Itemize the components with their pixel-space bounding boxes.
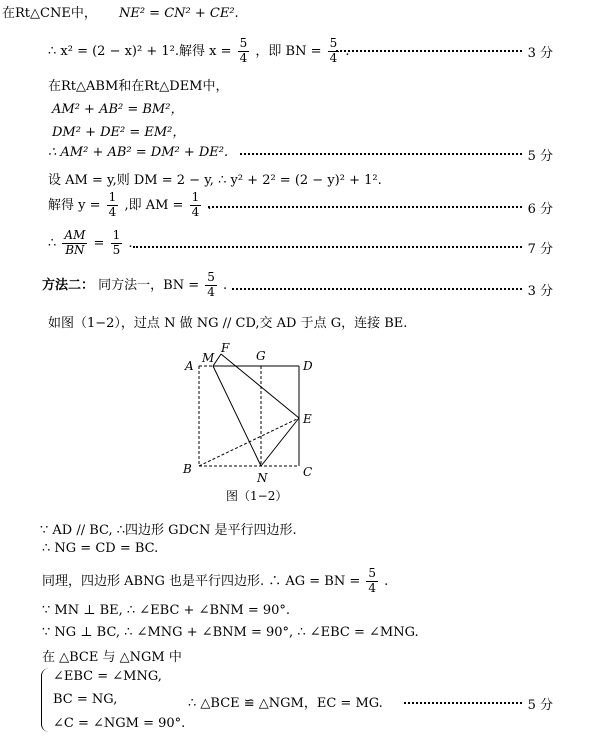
line-9: ∴ $\frac{AM}{BN}$ = $\frac{1}{5}$ . xyxy=(48,228,133,257)
label-g: G xyxy=(256,349,266,363)
label-n: N xyxy=(257,471,268,485)
dotted-leader-l6 xyxy=(240,153,522,155)
equation-brace xyxy=(41,668,50,732)
conclusion-line: ∴ △BCE ≌ △NGM，EC = MG. xyxy=(188,696,383,711)
score-concl: 5 分 xyxy=(527,698,553,713)
line-14: 同理，四边形 ABNG 也是平行四边形. ∴ AG = BN = $\frac{5}{4}$ . xyxy=(42,566,389,595)
system-line-1: ∠EBC = ∠MNG, xyxy=(53,669,162,684)
score-l8: 6 分 xyxy=(527,202,553,217)
line-1 xyxy=(2,2,239,21)
label-d: D xyxy=(303,359,313,373)
system-line-3: ∠C = ∠NGM = 90°. xyxy=(53,716,186,731)
line-12: ∵ AD // BC, ∴四边形 GDCN 是平行四边形. xyxy=(40,523,297,538)
fraction-l8-2: $\frac{1}{4}$ xyxy=(191,190,200,219)
dotted-leader-l9 xyxy=(133,246,522,248)
line-10: 方法二： 同方法一，BN = $\frac{5}{4}$ . xyxy=(42,270,228,299)
label-b: B xyxy=(183,462,192,476)
line-7: 设 AM = y,则 DM = 2 − y, ∴ y² + 2² = (2 − y)² + 1². xyxy=(48,173,382,188)
line-15: ∵ MN ⊥ BE, ∴ ∠EBC + ∠BNM = 90°. xyxy=(42,603,291,618)
line-2: ∴ x² = (2 − x)² + 1².解得 x = $\frac{5}{4}$ ，即 BN = $\frac{5}{4}$ . xyxy=(48,36,350,65)
score-l9: 7 分 xyxy=(527,242,553,257)
fraction-l9-1: $\frac{AM}{BN}$ xyxy=(64,228,86,257)
label-m: M xyxy=(202,351,215,365)
line-17: 在 △BCE 与 △NGM 中 xyxy=(42,650,182,665)
line-8: 解得 y = $\frac{1}{4}$ ,即 AM = $\frac{1}{4}$ . xyxy=(48,190,212,219)
text-l2b: ，即 BN = xyxy=(255,43,322,59)
dotted-leader-l10 xyxy=(232,288,522,290)
fraction-l14: $\frac{5}{4}$ xyxy=(368,566,377,595)
dotted-leader-concl xyxy=(404,702,522,704)
fraction-l8-1: $\frac{1}{4}$ xyxy=(108,190,117,219)
line-3: 在Rt△ABM和在Rt△DEM中， xyxy=(48,79,229,94)
fraction-l9-2: $\frac{1}{5}$ xyxy=(112,228,121,257)
system-line-2: BC = NG, xyxy=(53,692,118,707)
line-13: ∴ NG = CD = BC. xyxy=(42,541,159,556)
label-e: E xyxy=(303,412,312,426)
figure-caption: 图（1−2） xyxy=(226,489,288,503)
fraction-l10: $\frac{5}{4}$ xyxy=(207,270,215,299)
segment-fe xyxy=(221,354,299,418)
score-l6: 5 分 xyxy=(527,149,553,164)
label-a: A xyxy=(185,359,194,373)
score-l10: 3 分 xyxy=(527,284,553,299)
line-11: 如图（1−2），过点 N 做 NG // CD,交 AD 于点 G，连接 BE. xyxy=(48,316,408,331)
line-16: ∵ NG ⊥ BC, ∴ ∠MNG + ∠BNM = 90°, ∴ ∠EBC = ∠MNG. xyxy=(42,625,419,640)
dotted-leader-l2 xyxy=(336,50,522,52)
fraction-l2-2: $\frac{5}{4}$ xyxy=(329,36,338,65)
line-4: AM² + AB² = BM²， xyxy=(52,102,184,117)
score-l2: 3 分 xyxy=(527,46,553,61)
line-6: ∴ AM² + AB² = DM² + DE². xyxy=(48,145,229,160)
segment-ne xyxy=(261,418,299,466)
fraction-l2-1: $\frac{5}{4}$ xyxy=(239,36,248,65)
label-f: F xyxy=(221,341,230,355)
equation-l1: NE² = CN² + CE². xyxy=(118,6,239,21)
label-c: C xyxy=(303,465,313,479)
dotted-leader-l8 xyxy=(208,206,522,208)
line-5: DM² + DE² = EM²， xyxy=(52,125,186,140)
text-l2a: ∴ x² = (2 − x)² + 1².解得 x = xyxy=(48,43,232,59)
text-l1: 在Rt△CNE中， xyxy=(2,6,97,21)
